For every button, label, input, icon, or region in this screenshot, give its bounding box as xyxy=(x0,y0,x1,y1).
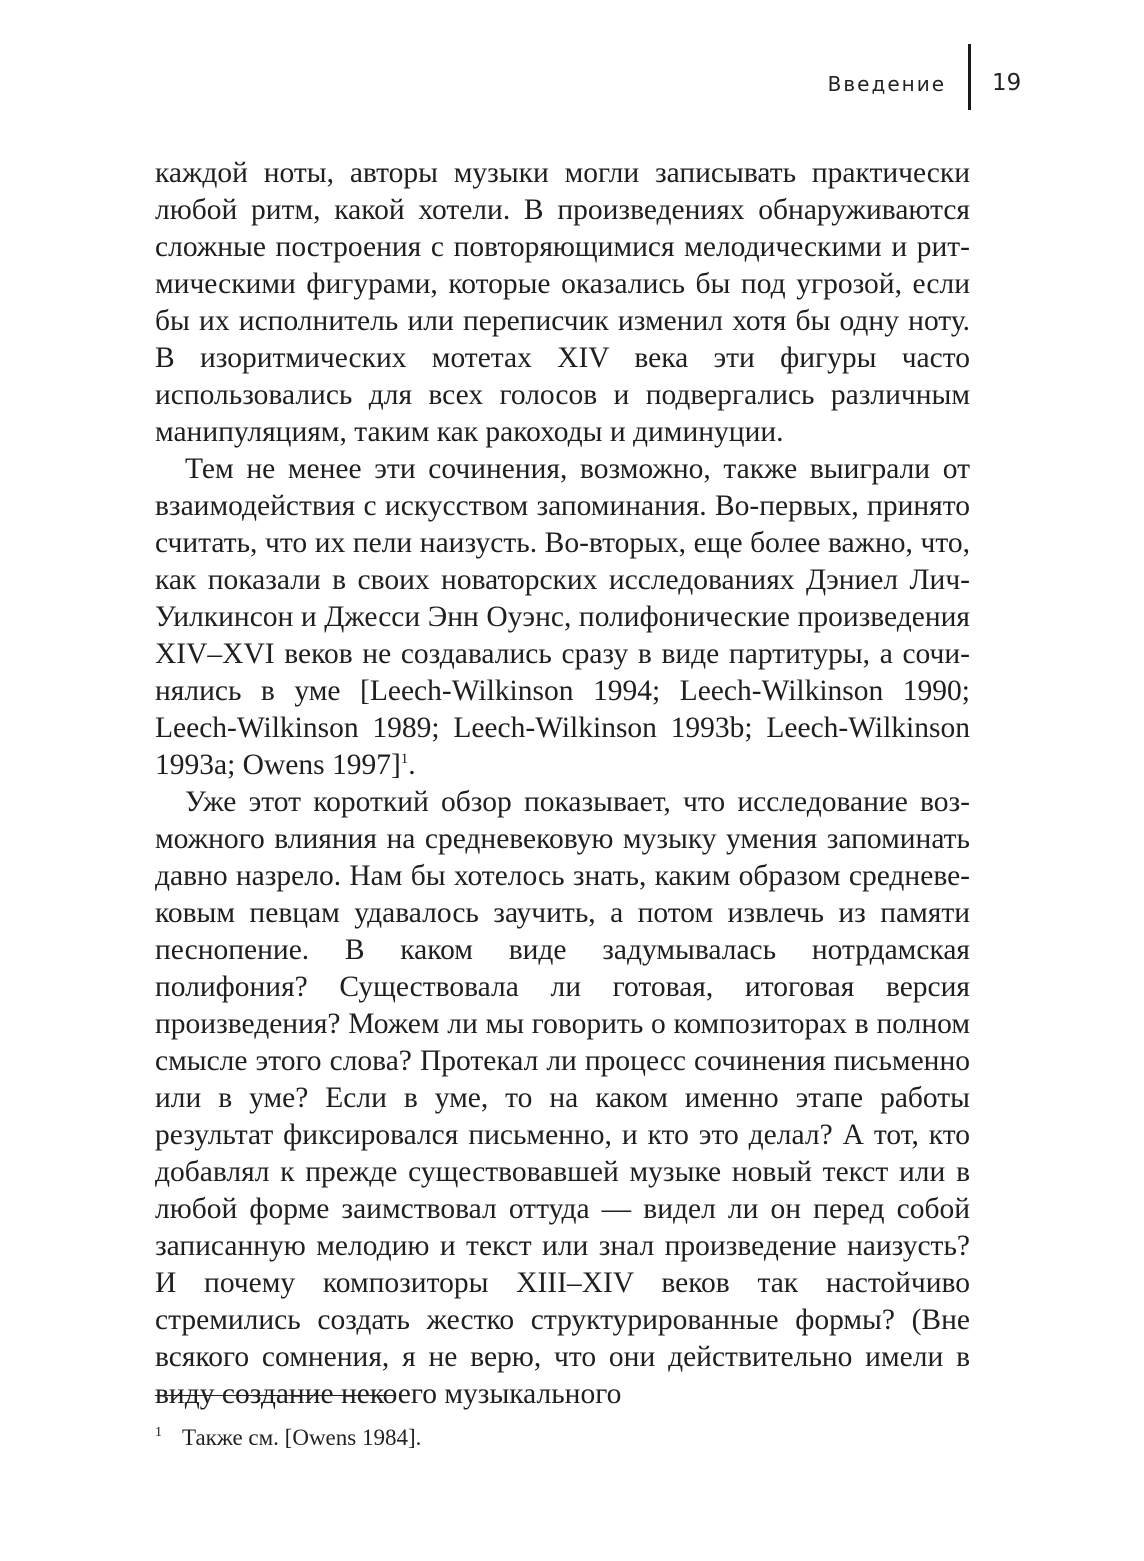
main-text xyxy=(155,155,970,1413)
running-title: Введение xyxy=(827,72,946,96)
paragraph-2 xyxy=(155,451,970,784)
page-header xyxy=(0,44,1144,114)
paragraph-3: Уже этот короткий обзор показывает, что исследование возможного влияния на средневековую музыку умения запоминать давно назрело. Нам бы хотелось знать, каким образом средневековым певцам удавалось заучить, а потом извлечь из памяти песнопение. В каком виде задумывалась нотрдамская полифония? Существовала ли готовая, итоговая версия произведения? Можем ли мы говорить о композиторах в полном смысле этого слова? Протекал ли процесс сочинения письменно или в уме? Если в уме, то на каком именно этапе работы результат фиксировался письменно, и кто это делал? А тот, кто добавлял к прежде существовавшей музыке новый текст или в любой форме заимствовал оттуда — видел ли он перед собой записанную мелодию и текст или знал произведение наизусть? И почему композиторы XIII–XIV веков так настойчиво стремились создать жестко структурированные формы? (Вне всякого сомнения, я не верю, что они действительно имели в виду создание некоего музыкального xyxy=(155,786,970,1410)
paragraph-1: каждой ноты, авторы музыки могли записывать практически любой ритм, какой хотели. В произведениях обнаруживаются сложные построения с повторяющимися мелодическими и ритмическими фигурами, которые оказались бы под угрозой, если бы их исполнитель или переписчик изменил хотя бы одну ноту. В изоритмических мотетах XIV века эти фигуры часто использовались для всех голосов и подвергались различным манипуляциям, таким как ракоходы и диминуции. xyxy=(155,157,970,448)
paragraph-2-text: Тем не менее эти сочинения, возможно, также выиграли от взаимодействия с искусством запоминания. Во-первых, принято считать, что их пели наизусть. Во-вторых, еще более важно, что, как показали в своих новаторских исследованиях Дэниел Лич-Уилкинсон и Джесси Энн Оуэнс, полифонические произведения XIV–XVI веков не создавались сразу в виде партитуры, а сочинялись в уме [Leech-Wilkinson 1994; Leech-Wilkinson 1990; Leech-Wilkinson 1989; Leech-Wilkinson 1993b; Leech-Wilkinson 1993a; Owens 1997] xyxy=(155,453,970,781)
footnote xyxy=(155,1425,421,1451)
header-divider xyxy=(968,44,971,110)
page-number: 19 xyxy=(992,70,1022,96)
footnote-divider xyxy=(155,1395,395,1396)
footnote-reference[interactable]: 1 xyxy=(400,751,409,768)
footnote-mark: 1 xyxy=(155,1425,162,1441)
paragraph-2-end: . xyxy=(408,749,416,781)
footnote-text: Также см. [Owens 1984]. xyxy=(182,1425,422,1450)
